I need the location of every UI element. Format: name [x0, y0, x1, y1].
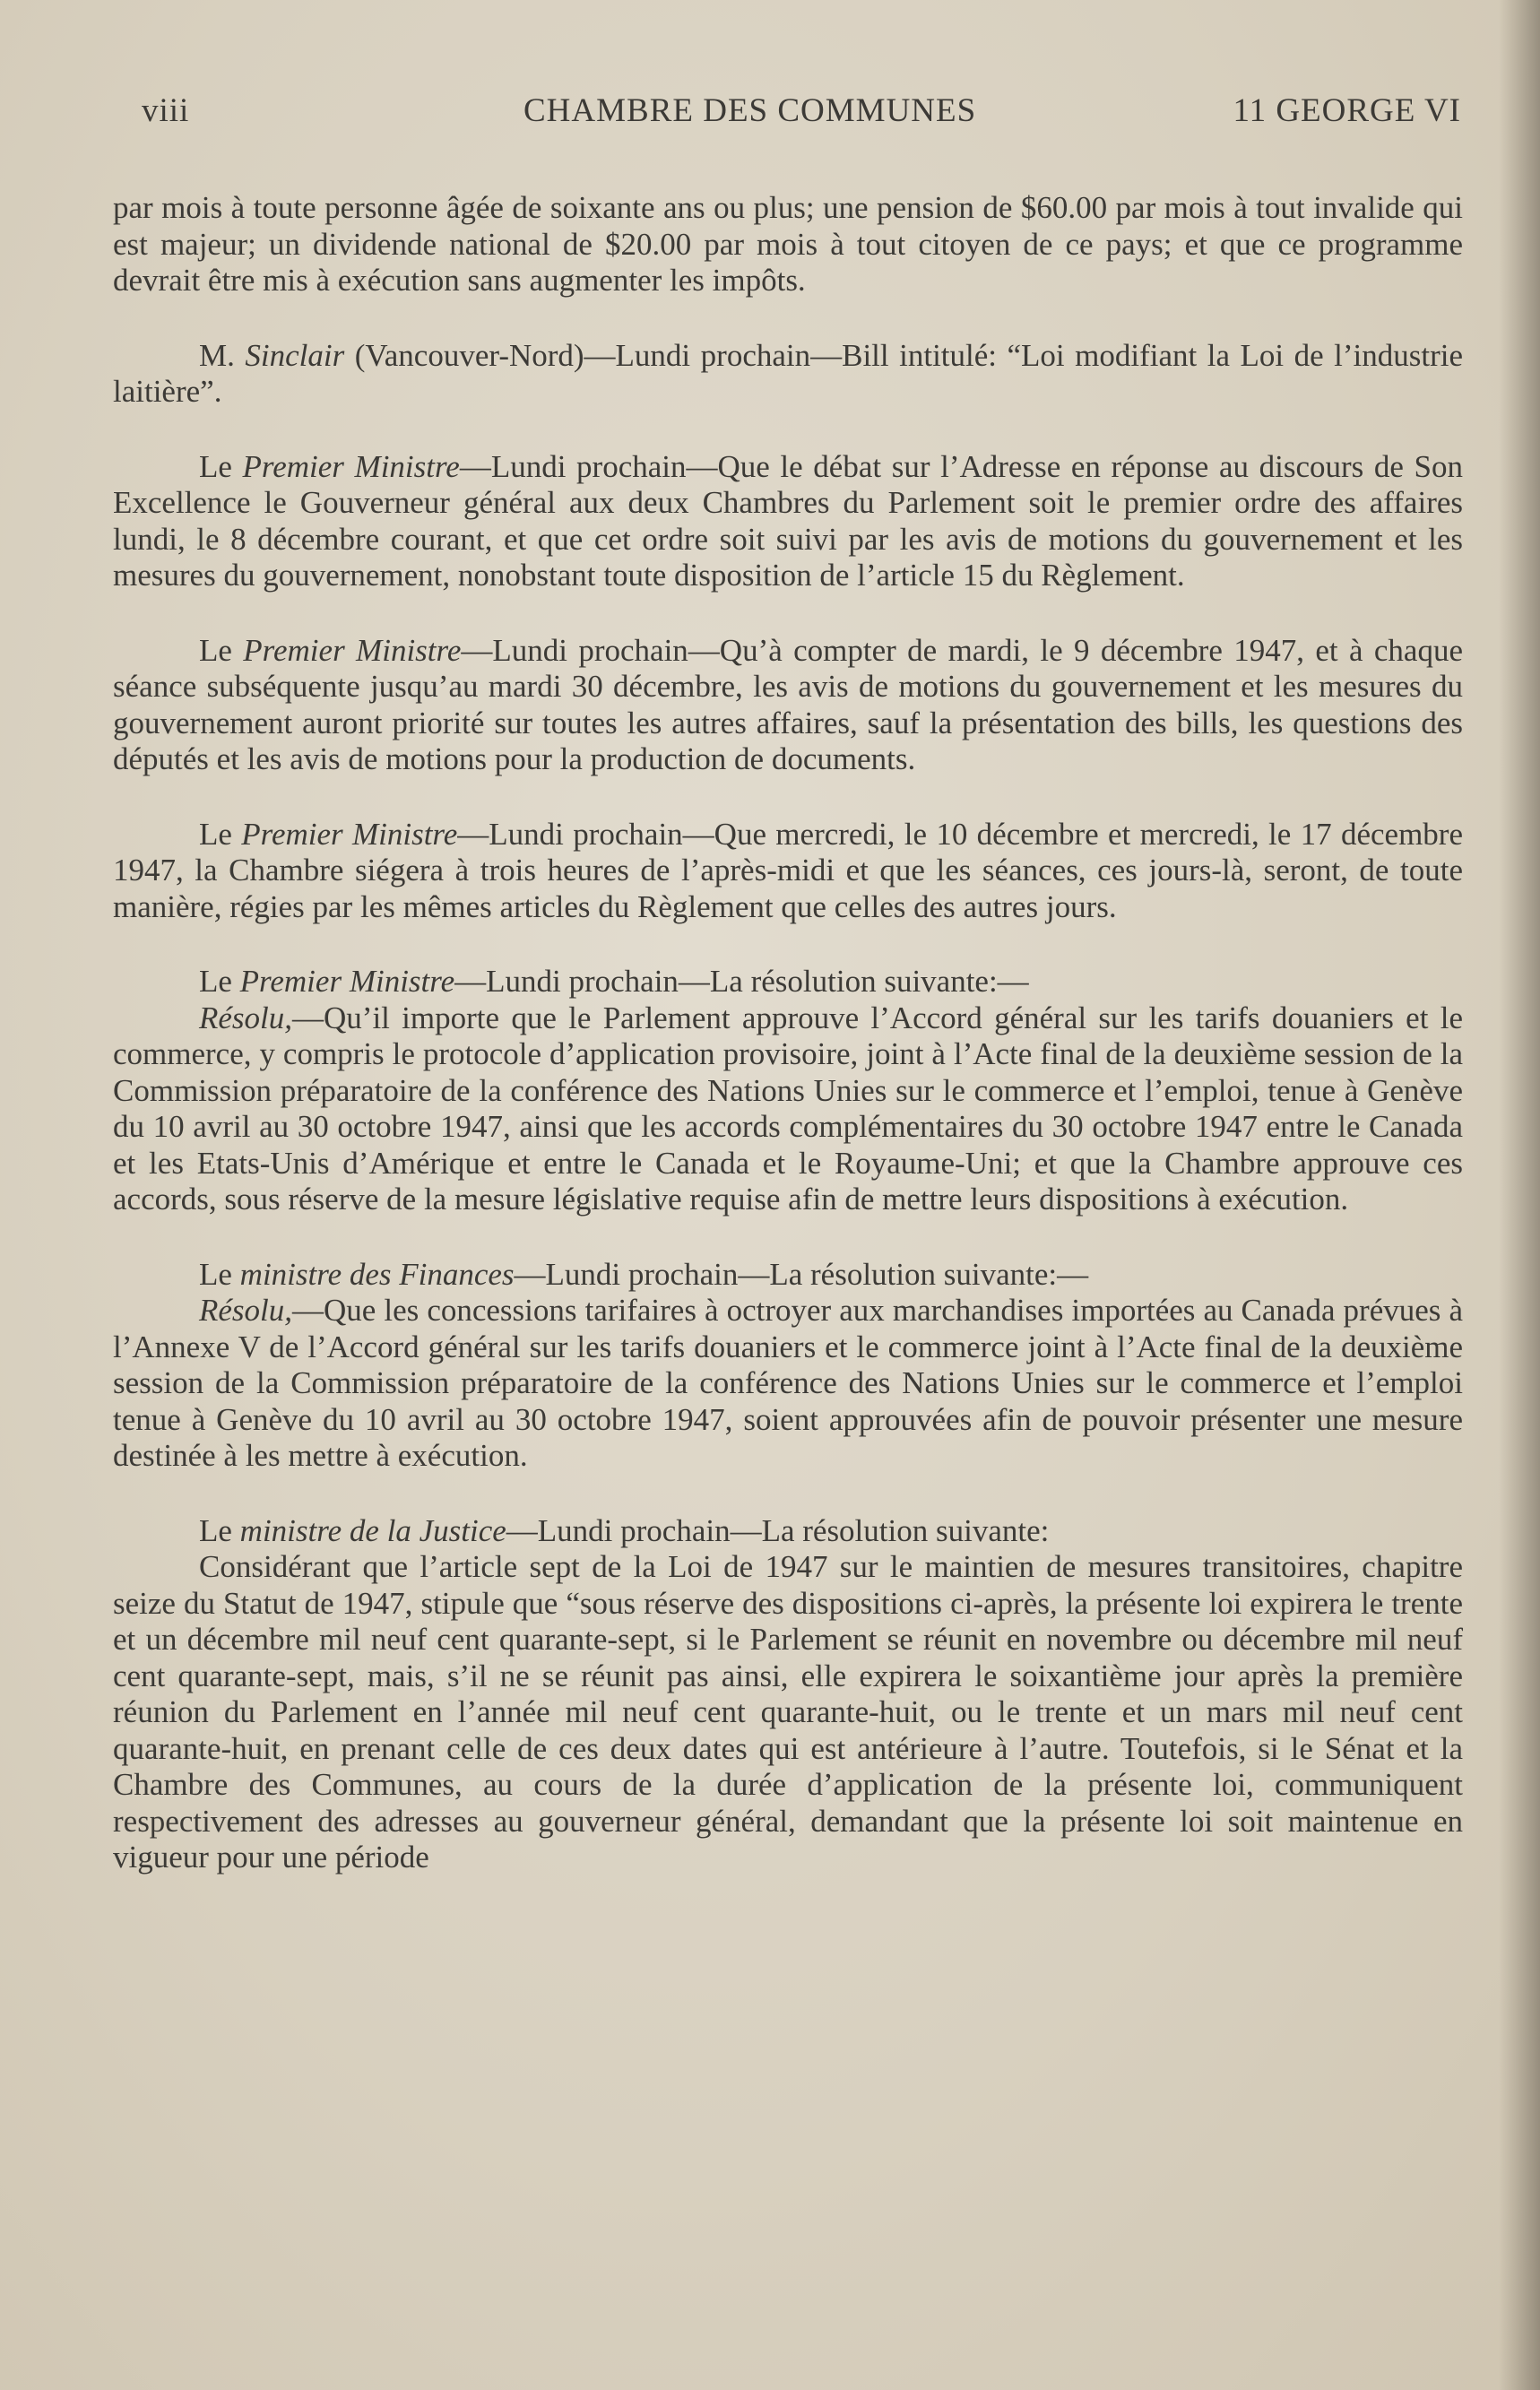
- resolution-text: Considérant que l’article sept de la Loi de 1947 sur le maintien de mesures transitoires, chapitre seize du Statut de 1947, stipule que “sous réserve des dispositions ci-après, la présente loi expirera le trente et un décembre mil neuf cent quarante-sept, si le Parlement se réunit en novembre ou décembre mil neuf cent quarante-sept, mais, s’il ne se réunit pas ainsi, elle expirera le soixantième jour après la première réunion du Parlement en l’année mil neuf cent quarante-huit, ou le trente et un mars mil neuf cent quarante-huit, en prenant celle de ces deux dates qui est antérieure à l’autre. Toutefois, si le Sénat et la Chambre des Communes, au cours de la durée d’application de la présente loi, communiquent respectivement des adresses au gouverneur général, demandant que la présente loi soit maintenue en vigueur pour une période: [113, 1549, 1463, 1875]
- binding-shadow: [1499, 0, 1540, 2390]
- paragraph-continued: par mois à toute personne âgée de soixante ans ou plus; une pension de $60.00 par mois à tout invalide qui est majeur; un dividende national de $20.00 par mois à tout citoyen de ce pays; et que ce programme devrait être mis à exécution sans augmenter les impôts.: [113, 190, 1463, 298]
- notice-justice: Le ministre de la Justice—Lundi prochain—La résolution suivante:: [199, 1512, 1050, 1548]
- member-name: Premier Ministre: [239, 964, 455, 999]
- page-number: viii: [142, 92, 190, 129]
- member-name: Premier Ministre: [242, 448, 460, 484]
- resolution-text: Résolu,—Que les concessions tarifaires à octroyer aux marchandises importées au Canada prévues à l’Annexe V de l’Accord général sur les tarifs douaniers et le commerce joint à l’Acte final de la deuxième session de la Commission préparatoire de la conférence des Nations Unies sur le commerce et l’emploi tenue à Genève du 10 avril au 30 octobre 1947, soient approuvées afin de pouvoir présenter une mesure destinée à les mettre à exécution.: [113, 1293, 1463, 1473]
- member-name: Premier Ministre: [241, 816, 458, 852]
- notice-premier-3: Le Premier Ministre—Lundi prochain—Que mercredi, le 10 décembre et mercredi, le 17 décembre 1947, la Chambre siégera à trois heures de l’après-midi et que les séances, ces jours-là, seront, de toute manière, régies par les mêmes articles du Règlement que celles des autres jours.: [113, 816, 1463, 924]
- page-header: [142, 91, 1461, 145]
- member-name: ministre des Finances: [239, 1256, 515, 1292]
- running-title: CHAMBRE DES COMMUNES: [523, 92, 977, 129]
- page-body: [113, 190, 1463, 1876]
- notice-premier-2: Le Premier Ministre—Lundi prochain—Qu’à compter de mardi, le 9 décembre 1947, et à chaque séance subséquente jusqu’au mardi 30 décembre, les avis de motions du gouvernement et les mesures du gouvernement auront priorité sur toutes les autres affaires, sauf la présentation des bills, les questions des députés et les avis de motions pour la production de documents.: [113, 632, 1463, 776]
- resolution-text: Résolu,—Qu’il importe que le Parlement approuve l’Accord général sur les tarifs douaniers et le commerce, y compris le protocole d’application provisoire, joint à l’Acte final de la deuxième session de la Commission préparatoire de la conférence des Nations Unies sur le commerce et l’emploi, tenue à Genève du 10 avril au 30 octobre 1947, ainsi que les accords complémentaires du 30 octobre 1947 entre le Canada et les Etats-Unis d’Amérique et entre le Canada et le Royaume-Uni; et que la Chambre approuve ces accords, sous réserve de la mesure législative requise afin de mettre leurs dispositions à exécution.: [113, 1000, 1463, 1217]
- notice-premier-1: Le Premier Ministre—Lundi prochain—Que le débat sur l’Adresse en réponse au discours de Son Excellence le Gouverneur général aux deux Chambres du Parlement soit le premier ordre des affaires lundi, le 8 décembre courant, et que cet ordre soit suivi par les avis de motions du gouvernement et les mesures du gouvernement, nonobstant toute disposition de l’article 15 du Règlement.: [113, 448, 1463, 593]
- resolution-lead: Résolu,: [199, 1000, 293, 1035]
- notice-sinclair: M. Sinclair (Vancouver-Nord)—Lundi prochain—Bill intitulé: “Loi modifiant la Loi de l’industrie laitière”.: [113, 337, 1463, 409]
- member-name: Sinclair: [245, 337, 345, 373]
- resolution-lead: Résolu,: [199, 1293, 293, 1328]
- member-name: Premier Ministre: [243, 632, 462, 668]
- member-name: ministre de la Justice: [239, 1512, 506, 1548]
- regnal-year: 11 GEORGE VI: [1233, 92, 1461, 129]
- notice-premier-4: Le Premier Ministre—Lundi prochain—La résolution suivante:—: [199, 964, 1029, 999]
- notice-finances: Le ministre des Finances—Lundi prochain—La résolution suivante:—: [199, 1256, 1089, 1292]
